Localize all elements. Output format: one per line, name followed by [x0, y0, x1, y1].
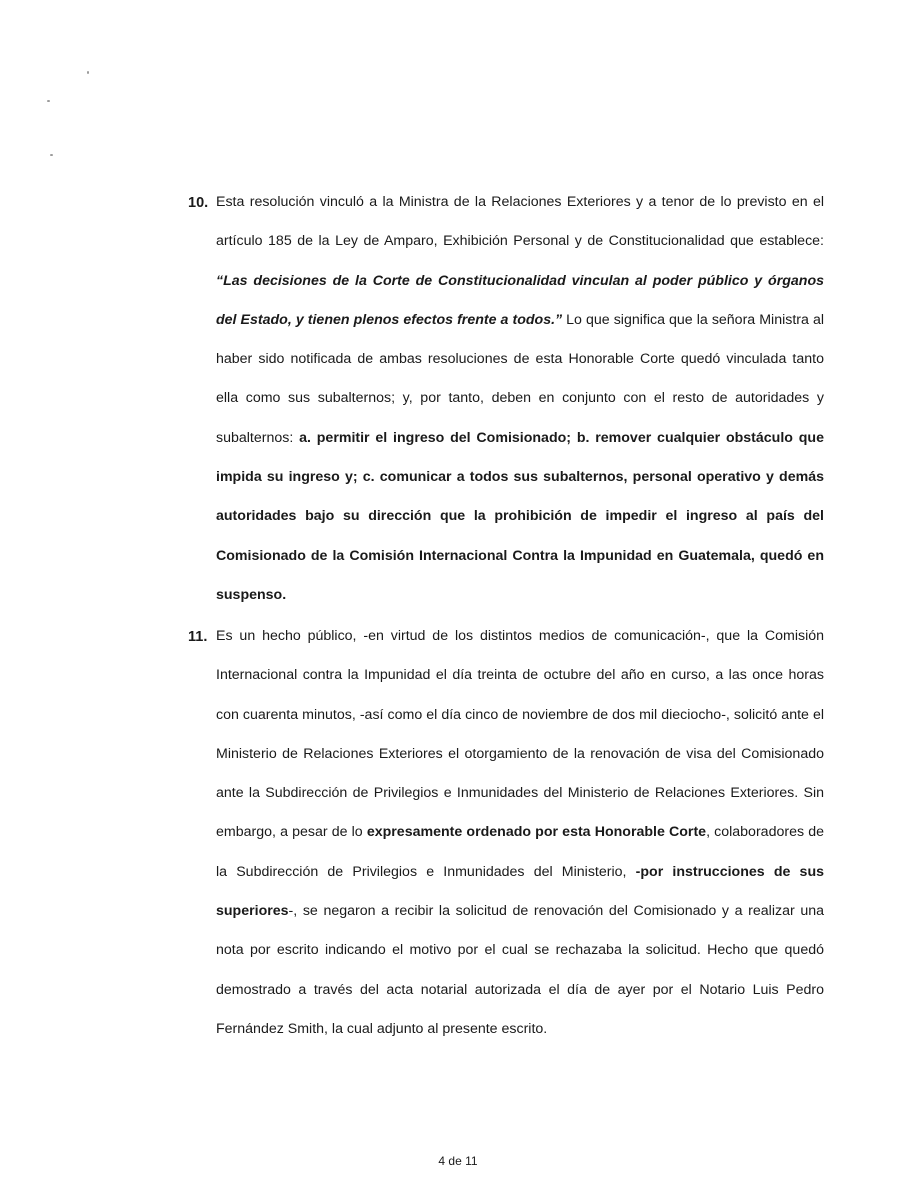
text-segment: -, se negaron a recibir la solicitud de renovación del Comisionado y a realizar una nota por escrito indicando el motivo por el cual se rechazaba la solicitud. Hecho que quedó demostrado a través del acta notarial autorizada el día de ayer por el Notario Luis Pedro Fernández Smith, la cual adjunto al presente escrito.	[216, 903, 824, 1037]
paragraph-number: 11.	[188, 629, 208, 645]
bold-obligations-text: a. permitir el ingreso del Comisionado; b. remover cualquier obstáculo que impida su ingreso y; c. comunicar a todos sus subalternos, personal operativo y demás autoridades bajo su dirección que la prohibición de impedir el ingreso al país del Comisionado de la Comisión Internacional Contra la Impunidad en Guatemala, quedó en suspenso.	[216, 429, 824, 603]
paragraph-number: 10.	[188, 195, 209, 211]
text-segment: Es un hecho público, -en virtud de los distintos medios de comunicación-, que la Comisión Internacional contra la Impunidad el día treinta de octubre del año en curso, a las once horas con cuarenta minutos, -así como el día cinco de noviembre de dos mil dieciocho-, solicitó ante el Ministerio de Relaciones Exteriores el otorgamiento de la renovación de visa del Comisionado ante la Subdirección de Privilegios e Inmunidades del Ministerio de Relaciones Exteriores. Sin embargo, a pesar de lo	[216, 628, 824, 841]
page-number-footer: 4 de 11	[438, 1154, 478, 1168]
quoted-legal-text: “Las decisiones de la Corte de Constitucionalidad vinculan al poder público y órganos del Estado, y tienen plenos efectos frente a todos.”	[216, 272, 824, 328]
scan-speck	[50, 154, 53, 156]
scan-speck	[47, 100, 50, 102]
text-segment: Esta resolución vinculó a la Ministra de la Relaciones Exteriores y a tenor de lo previsto en el artículo 185 de la Ley de Amparo, Exhibición Personal y de Constitucionalidad que establece:	[216, 194, 824, 250]
paragraph-text	[216, 617, 824, 1049]
text-segment: , colaboradores de la Subdirección de Privilegios e Inmunidades del Ministerio,	[216, 824, 824, 880]
bold-emphasis-text: expresamente ordenado por esta Honorable Corte	[366, 824, 707, 841]
text-segment: Lo que significa que la señora Ministra al haber sido notificada de ambas resoluciones de esta Honorable Corte quedó vinculada tanto ella como sus subalternos; y, por tanto, deben en conjunto con el resto de autoridades y subalternos:	[216, 311, 824, 446]
paragraph-text	[216, 183, 824, 615]
numbered-paragraph-10	[188, 193, 824, 615]
numbered-paragraph-11	[188, 627, 824, 1049]
bold-emphasis-text: -por instrucciones de sus superiores	[216, 863, 825, 920]
scan-speck	[87, 71, 89, 74]
